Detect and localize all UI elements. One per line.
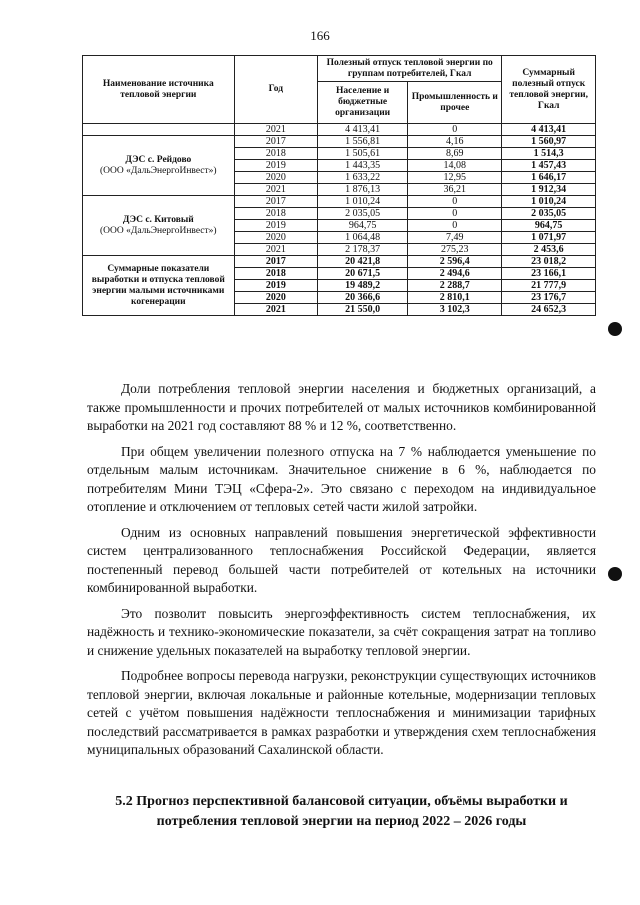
group-kitovy: [83, 196, 596, 256]
year-cell: 2018: [234, 208, 317, 220]
year-cell: 2018: [234, 148, 317, 160]
population-cell: 964,75: [318, 220, 408, 232]
year-cell: 2019: [234, 160, 317, 172]
total-cell: 23 176,7: [502, 292, 596, 304]
industry-cell: 4,16: [408, 136, 502, 148]
total-cell: 23 166,1: [502, 268, 596, 280]
industry-cell: 2 288,7: [408, 280, 502, 292]
year-cell: 2020: [234, 232, 317, 244]
population-cell: 1 010,24: [318, 196, 408, 208]
source-name: ДЭС с. Рейдово: [125, 154, 192, 165]
total-cell: 4 413,41: [502, 124, 596, 136]
population-cell: 1 556,81: [318, 136, 408, 148]
source-name: Суммарные показатели выработки и отпуска тепловой энергии малыми источниками когенерации: [91, 263, 225, 307]
population-cell: 2 178,37: [318, 244, 408, 256]
total-cell: 1 646,17: [502, 172, 596, 184]
industry-cell: 2 596,4: [408, 256, 502, 268]
total-cell: 964,75: [502, 220, 596, 232]
punch-hole-mark: [608, 567, 622, 581]
population-cell: 19 489,2: [318, 280, 408, 292]
total-cell: 24 652,3: [502, 304, 596, 316]
header-population: Население и бюджетные организации: [318, 82, 408, 124]
header-total: Суммарный полезный отпуск тепловой энергии, Гкал: [502, 56, 596, 124]
population-cell: 1 633,22: [318, 172, 408, 184]
industry-cell: 0: [408, 124, 502, 136]
header-group: Полезный отпуск тепловой энергии по группам потребителей, Гкал: [318, 56, 502, 82]
industry-cell: 12,95: [408, 172, 502, 184]
total-cell: 1 912,34: [502, 184, 596, 196]
table-row: [83, 196, 596, 208]
paragraph: Одним из основных направлений повышения энергетической эффективности систем централизованного теплоснабжения Российской Федерации, является постепенный перевод большей части потребителей от котельных на источники комбинированной выработки.: [87, 524, 596, 595]
year-cell: 2019: [234, 220, 317, 232]
total-cell: 1 514,3: [502, 148, 596, 160]
year-cell: 2021: [234, 244, 317, 256]
total-cell: 1 010,24: [502, 196, 596, 208]
year-cell: 2020: [234, 292, 317, 304]
industry-cell: 2 810,1: [408, 292, 502, 304]
header-industry: Промышленность и прочее: [408, 82, 502, 124]
population-cell: 1 876,13: [318, 184, 408, 196]
source-name-cell: [83, 196, 235, 256]
year-cell: 2019: [234, 280, 317, 292]
source-cell-empty: [83, 124, 235, 136]
paragraph: Это позволит повысить энергоэффективность систем теплоснабжения, их надёжность и технико-экономические показатели, за счёт сокращения затрат на топливо и снижение удельных показателей на выработку тепловой энергии.: [87, 605, 596, 658]
industry-cell: 3 102,3: [408, 304, 502, 316]
source-name-cell: [83, 136, 235, 196]
year-cell: 2017: [234, 196, 317, 208]
population-cell: 1 064,48: [318, 232, 408, 244]
punch-hole-mark: [608, 322, 622, 336]
industry-cell: 14,08: [408, 160, 502, 172]
industry-cell: 36,21: [408, 184, 502, 196]
table-row: [83, 136, 596, 148]
industry-cell: 0: [408, 220, 502, 232]
header-year: Год: [234, 56, 317, 124]
year-cell: 2020: [234, 172, 317, 184]
paragraph: При общем увеличении полезного отпуска на 7 % наблюдается уменьшение по отдельным малым источникам. Значительное снижение в 6 %, наблюдается по потребителям Мини ТЭЦ «Сфера-2». Это связано с переходом на индивидуальное отопление и отключением от тепловых сетей части жилой затройки.: [87, 443, 596, 514]
body-text: [87, 380, 596, 767]
year-cell: 2021: [234, 184, 317, 196]
industry-cell: 7,49: [408, 232, 502, 244]
population-cell: 2 035,05: [318, 208, 408, 220]
population-cell: 20 421,8: [318, 256, 408, 268]
total-cell: 1 457,43: [502, 160, 596, 172]
total-cell: 21 777,9: [502, 280, 596, 292]
year-cell: 2021: [234, 124, 317, 136]
section-heading: 5.2 Прогноз перспективной балансовой ситуации, объёмы выработки и потребления тепловой энергии на период 2022 – 2026 годы: [115, 794, 568, 829]
table-row: [83, 124, 596, 136]
year-cell: 2018: [234, 268, 317, 280]
header-source: Наименование источника тепловой энергии: [83, 56, 235, 124]
industry-cell: 0: [408, 196, 502, 208]
population-cell: 1 443,35: [318, 160, 408, 172]
source-name-cell: [83, 256, 235, 316]
population-cell: 1 505,61: [318, 148, 408, 160]
total-cell: 1 560,97: [502, 136, 596, 148]
total-cell: 1 071,97: [502, 232, 596, 244]
table-row: [83, 256, 596, 268]
industry-cell: 275,23: [408, 244, 502, 256]
year-cell: 2017: [234, 136, 317, 148]
industry-cell: 8,69: [408, 148, 502, 160]
total-cell: 2 453,6: [502, 244, 596, 256]
total-cell: 23 018,2: [502, 256, 596, 268]
year-cell: 2021: [234, 304, 317, 316]
paragraph: Доли потребления тепловой энергии населения и бюджетных организаций, а также промышленности и прочих потребителей от малых источников комбинированной выработки на 2021 год составляют 88 % и 12 %, соответственно.: [87, 381, 596, 433]
heat-supply-table: [82, 55, 596, 316]
group-summary: [83, 256, 596, 316]
source-org: (ООО «ДальЭнергоИнвест»): [100, 165, 217, 176]
population-cell: 20 366,6: [318, 292, 408, 304]
year-cell: 2017: [234, 256, 317, 268]
population-cell: 20 671,5: [318, 268, 408, 280]
population-cell: 4 413,41: [318, 124, 408, 136]
population-cell: 21 550,0: [318, 304, 408, 316]
page-number: 166: [310, 28, 330, 43]
paragraph: Подробнее вопросы перевода нагрузки, реконструкции существующих источников тепловой энергии, включая локальные и районные котельные, модернизации тепловых сетей с учётом повышения надёжности теплоснабжения и минимизации тарифных последствий рассматривается в рамках разработки и утверждения схем теплоснабжения муниципальных образований Сахалинской области.: [87, 668, 596, 757]
total-cell: 2 035,05: [502, 208, 596, 220]
industry-cell: 2 494,6: [408, 268, 502, 280]
industry-cell: 0: [408, 208, 502, 220]
source-org: (ООО «ДальЭнергоИнвест»): [100, 225, 217, 236]
group-reidovo: [83, 136, 596, 196]
source-name: ДЭС с. Китовый: [122, 214, 194, 225]
